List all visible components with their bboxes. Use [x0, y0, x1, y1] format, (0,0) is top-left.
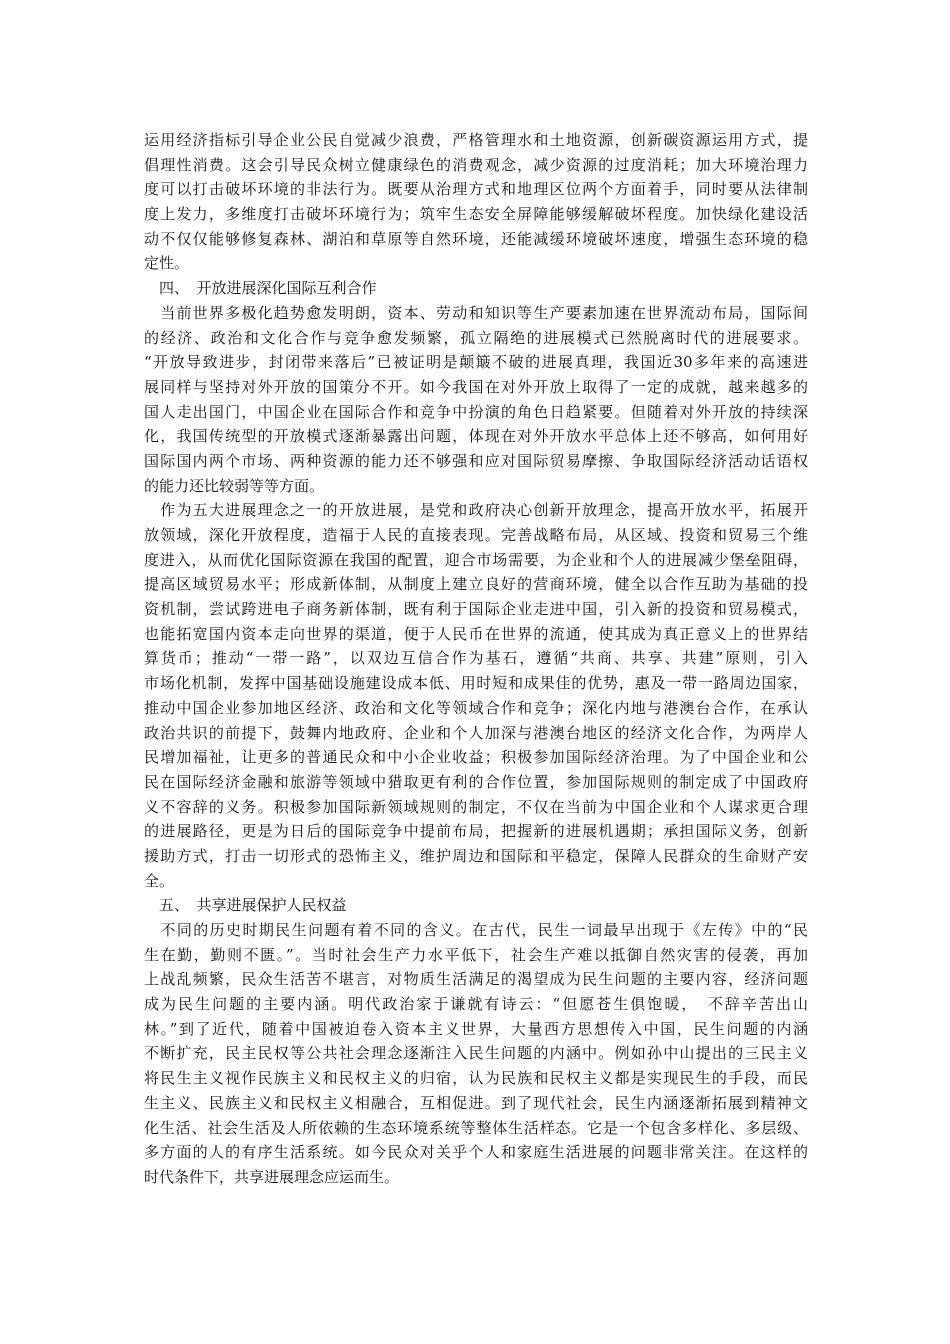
text-line: 时代条件下，共享进展理念应运而生。 — [144, 1167, 400, 1186]
document-page — [144, 128, 808, 1190]
text-line: 民增加福祉，让更多的普通民众和中小企业收益；积极参加国际经济治理。为了中国企业和公 — [144, 748, 808, 767]
text-line: 不同的历史时期民生问题有着不同的含义。在古代，民生一词最早出现于《左传》中的“民 — [144, 921, 808, 939]
text-line: 多方面的人的有序生活系统。如今民众对关乎个人和家庭生活进展的问题非常关注。在这样的 — [144, 1143, 808, 1162]
text-line: 市场化机制，发挥中国基础设施建设成本低、用时短和成果佳的优势，惠及一带一路周边国家， — [144, 674, 808, 693]
text-line: 国际国内两个市场、两种资源的能力还不够强和应对国际贸易摩擦、争取国际经济活动话语权 — [144, 451, 808, 470]
text-line: 将民生主义视作民族主义和民权主义的归宿，认为民族和民权主义都是实现民生的手段，而民 — [144, 1069, 808, 1088]
text-line: 林。”到了近代，随着中国被迫卷入资本主义世界，大量西方思想传入中国，民生问题的内涵 — [144, 1019, 808, 1038]
text-line: 全。 — [144, 871, 175, 890]
text-line: 生在勤，勤则不匮。”。当时社会生产力水平低下，社会生产难以抵御自然灾害的侵袭，再加 — [144, 945, 808, 964]
text-line: 五、 共享进展保护人民权益 — [144, 896, 347, 915]
text-line: 化，我国传统型的开放模式逐渐暴露出问题，体现在对外开放水平总体上还不够高，如何用好 — [144, 427, 808, 446]
text-line: 也能拓宽国内资本走向世界的渠道，便于人民币在世界的流通，使其成为真正意义上的世界结 — [144, 624, 808, 643]
text-line: 度可以打击破坏环境的非法行为。既要从治理方式和地理区位两个方面着手，同时要从法律制 — [144, 180, 808, 199]
text-line: 度进入，从而优化国际资源在我国的配置，迎合市场需要，为企业和个人的进展减少堡垒阻碍， — [144, 550, 808, 569]
text-line: 定性。 — [144, 254, 190, 273]
text-line: 作为五大进展理念之一的开放进展，是党和政府决心创新开放理念，提高开放水平，拓展开 — [144, 501, 808, 520]
text-line: 推动中国企业参加地区经济、政治和文化等领域合作和竞争；深化内地与港澳台合作，在承认 — [144, 698, 808, 717]
text-line: 国人走出国门，中国企业在国际合作和竞争中扮演的角色日趋紧要。但随着对外开放的持续深 — [144, 402, 808, 421]
text-line: 展同样与坚持对外开放的国策分不开。如今我国在对外开放上取得了一定的成就，越来越多的 — [144, 377, 808, 396]
text-line: 运用经济指标引导企业公民自觉减少浪费，严格管理水和土地资源，创新碳资源运用方式，提 — [144, 131, 808, 149]
text-line: 生主义、民族主义和民权主义相融合，互相促进。到了现代社会，民生内涵逐渐拓展到精神文 — [144, 1093, 808, 1112]
text-line: 放领域，深化开放程度，造福于人民的直接表现。完善战略布局，从区域、投资和贸易三个维 — [144, 526, 808, 544]
text-line: 援助方式，打击一切形式的恐怖主义，维护周边和国际和平稳定，保障人民群众的生命财产安 — [144, 846, 808, 865]
text-line: “开放导致进步，封闭带来落后”已被证明是颠簸不破的进展真理，我国近30多年来的高速进 — [144, 353, 808, 372]
text-line: 政治共识的前提下，鼓舞内地政府、企业和个人加深与港澳台地区的经济文化合作，为两岸人 — [144, 723, 808, 742]
text-line: 动不仅仅能够修复森林、湖泊和草原等自然环境，还能减缓环境破坏速度，增强生态环境的稳 — [144, 229, 808, 248]
text-line: 义不容辞的义务。积极参加国际新领域规则的制定，不仅在当前为中国企业和个人谋求更合理 — [144, 797, 808, 816]
text-line: 成为民生问题的主要内涵。明代政治家于谦就有诗云：“但愿苍生俱饱暖， 不辞辛苦出山 — [144, 995, 808, 1014]
text-line: 民在国际经济金融和旅游等领域中猎取更有利的合作位置，参加国际规则的制定成了中国政府 — [144, 772, 808, 791]
text-line: 的进展路径，更是为日后的国际竞争中提前布局，把握新的进展机遇期；承担国际义务，创新 — [144, 822, 808, 841]
text-line: 化生活、社会生活及人所依赖的生态环境系统等整体生活样态。它是一个包含多样化、多层级、 — [144, 1118, 808, 1137]
text-line: 四、 开放进展深化国际互利合作 — [144, 279, 377, 298]
text-line: 算货币；推动“一带一路”，以双边互信合作为基石，遵循“共商、共享、共建”原则，引入 — [144, 649, 808, 668]
text-line: 上战乱频繁，民众生活苦不堪言，对物质生活满足的渴望成为民生问题的主要内容，经济问题 — [144, 970, 808, 989]
text-line: 的经济、政治和文化合作与竞争愈发频繁，孤立隔绝的进展模式已然脱离时代的进展要求。 — [144, 328, 808, 347]
text-line: 资机制，尝试跨进电子商务新体制，既有利于国际企业走进中国，引入新的投资和贸易模式， — [144, 600, 808, 619]
text-line: 度上发力，多维度打击破坏环境行为；筑牢生态安全屏障能够缓解破坏程度。加快绿化建设活 — [144, 205, 808, 224]
text-line: 当前世界多极化趋势愈发明朗，资本、劳动和知识等生产要素加速在世界流动布局，国际间 — [144, 303, 808, 322]
text-line: 倡理性消费。这会引导民众树立健康绿色的消费观念，减少资源的过度消耗；加大环境治理力 — [144, 155, 808, 174]
text-line: 不断扩充，民主民权等公共社会理念逐渐注入民生问题的内涵中。例如孙中山提出的三民主义 — [144, 1044, 808, 1063]
text-line: 的能力还比较弱等等方面。 — [144, 476, 325, 495]
text-line: 提高区域贸易水平；形成新体制，从制度上建立良好的营商环境，健全以合作互助为基础的投 — [144, 575, 808, 594]
